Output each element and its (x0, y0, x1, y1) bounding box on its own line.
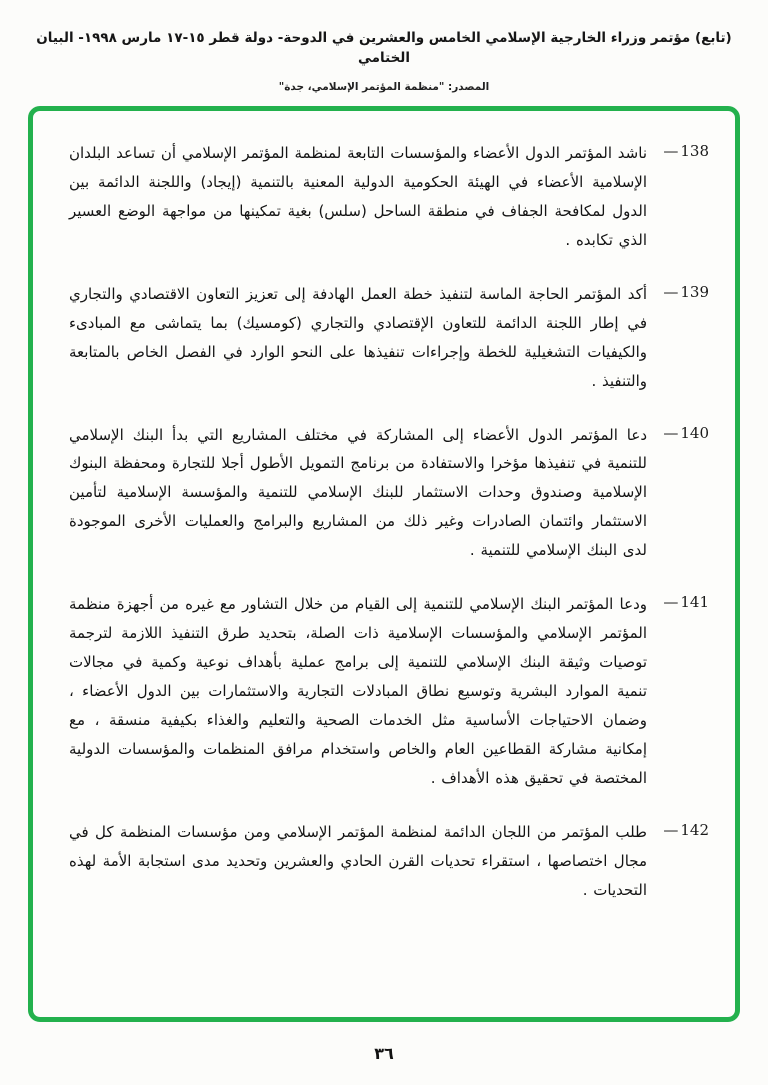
paragraph-139 (69, 280, 709, 396)
paragraph-number-value: 141 (680, 593, 709, 612)
paragraph-text: دعا المؤتمر الدول الأعضاء إلى المشاركة في مختلف المشاريع التي بدأ البنك الإسلامي للتنمية في تنفيذها مؤخرا والاستفادة من برنامج التمويل الأطول أجلا للتجارة ومحفظة البنوك الإسلامية وصندوق وحدات الاستثمار للبنك الإسلامي للتنمية والمؤسسة الإسلامية لتأمين الاستثمار وائتمان الصادرات وغير ذلك من المشاريع والبرامج والعمليات الأخرى الموجودة لدى البنك الإسلامي للتنمية . (69, 425, 647, 560)
paragraph-number-dash: — (663, 593, 678, 612)
paragraph-number (647, 280, 709, 396)
paragraph-140 (69, 421, 709, 566)
paragraph-number-value: 142 (680, 820, 709, 839)
paragraph-number-value: 139 (680, 282, 709, 301)
content-border-box (28, 106, 740, 1022)
paragraph-number-value: 140 (680, 423, 709, 442)
paragraph-number-dash: — (663, 820, 678, 839)
paragraph-number (647, 421, 709, 566)
paragraph-text: أكد المؤتمر الحاجة الماسة لتنفيذ خطة العمل الهادفة إلى تعزيز التعاون الاقتصادي والتجاري في إطار اللجنة الدائمة للتعاون الإقتصادي والتجاري (كومسيك) بما يتماشى مع المبادىء والكيفيات التشغيلية للخطة وإجراءات تنفيذها على النحو الوارد في الفصل الخاص بالمتابعة والتنفيذ . (69, 284, 647, 390)
document-title: (تابع) مؤتمر وزراء الخارجية الإسلامي الخامس والعشرين في الدوحة- دولة قطر ١٥-١٧ مارس ١٩٩٨- البيان الختامي (36, 30, 732, 67)
paragraph-number (647, 139, 709, 255)
document-source: المصدر: "منظمة المؤتمر الإسلامي، جدة" (278, 80, 490, 93)
paragraph-141 (69, 590, 709, 793)
page-number: ٣٦ (374, 1044, 394, 1063)
paragraph-number-value: 138 (680, 142, 709, 160)
paragraph-text: ودعا المؤتمر البنك الإسلامي للتنمية إلى القيام من خلال التشاور مع غيره من أجهزة منظمة المؤتمر الإسلامي والمؤسسات الإسلامية ذات الصلة، بتحديد طرق التنفيذ اللازمة لترجمة توصيات وثيقة البنك الإسلامي للتنمية إلى برامج عملية بأهداف نوعية وكمية في مجالات تنمية الموارد البشرية وتوسيع نطاق المبادلات التجارية والاستثمارات بين الدول الأعضاء ، وضمان الاحتياجات الأساسية مثل الخدمات الصحية والتعليم والغذاء بكيفية منسقة ، مع إمكانية مشاركة القطاعين العام والخاص واستخدام مرافق المنظمات والمؤسسات الدولية المختصة في تحقيق هذه الأهداف . (69, 595, 647, 787)
paragraph-number-dash: — (663, 282, 678, 301)
paragraph-138 (69, 139, 709, 255)
paragraph-text: طلب المؤتمر من اللجان الدائمة لمنظمة المؤتمر الإسلامي ومن مؤسسات المنظمة كل في مجال اختصاصها ، استقراء تحديات القرن الحادي والعشرين وتحديد مدى استجابة الأمة لهذه التحديات . (69, 822, 647, 899)
paragraph-number (647, 818, 709, 905)
paragraph-number-dash: — (663, 142, 678, 160)
paragraph-text: ناشد المؤتمر الدول الأعضاء والمؤسسات التابعة لمنظمة المؤتمر الإسلامي أن تساعد البلدان الإسلامية الأعضاء في الهيئة الحكومية الدولية المعنية بالتنمية (إيجاد) واللجنة الدائمة بين الدول لمكافحة الجفاف في منطقة الساحل (سلس) بغية تمكينها من مواجهة الوضع العسير الذي تكابده . (69, 144, 647, 249)
paragraph-142 (69, 818, 709, 905)
paragraph-number (647, 590, 709, 793)
paragraph-number-dash: — (663, 423, 678, 442)
page-header (0, 0, 768, 93)
